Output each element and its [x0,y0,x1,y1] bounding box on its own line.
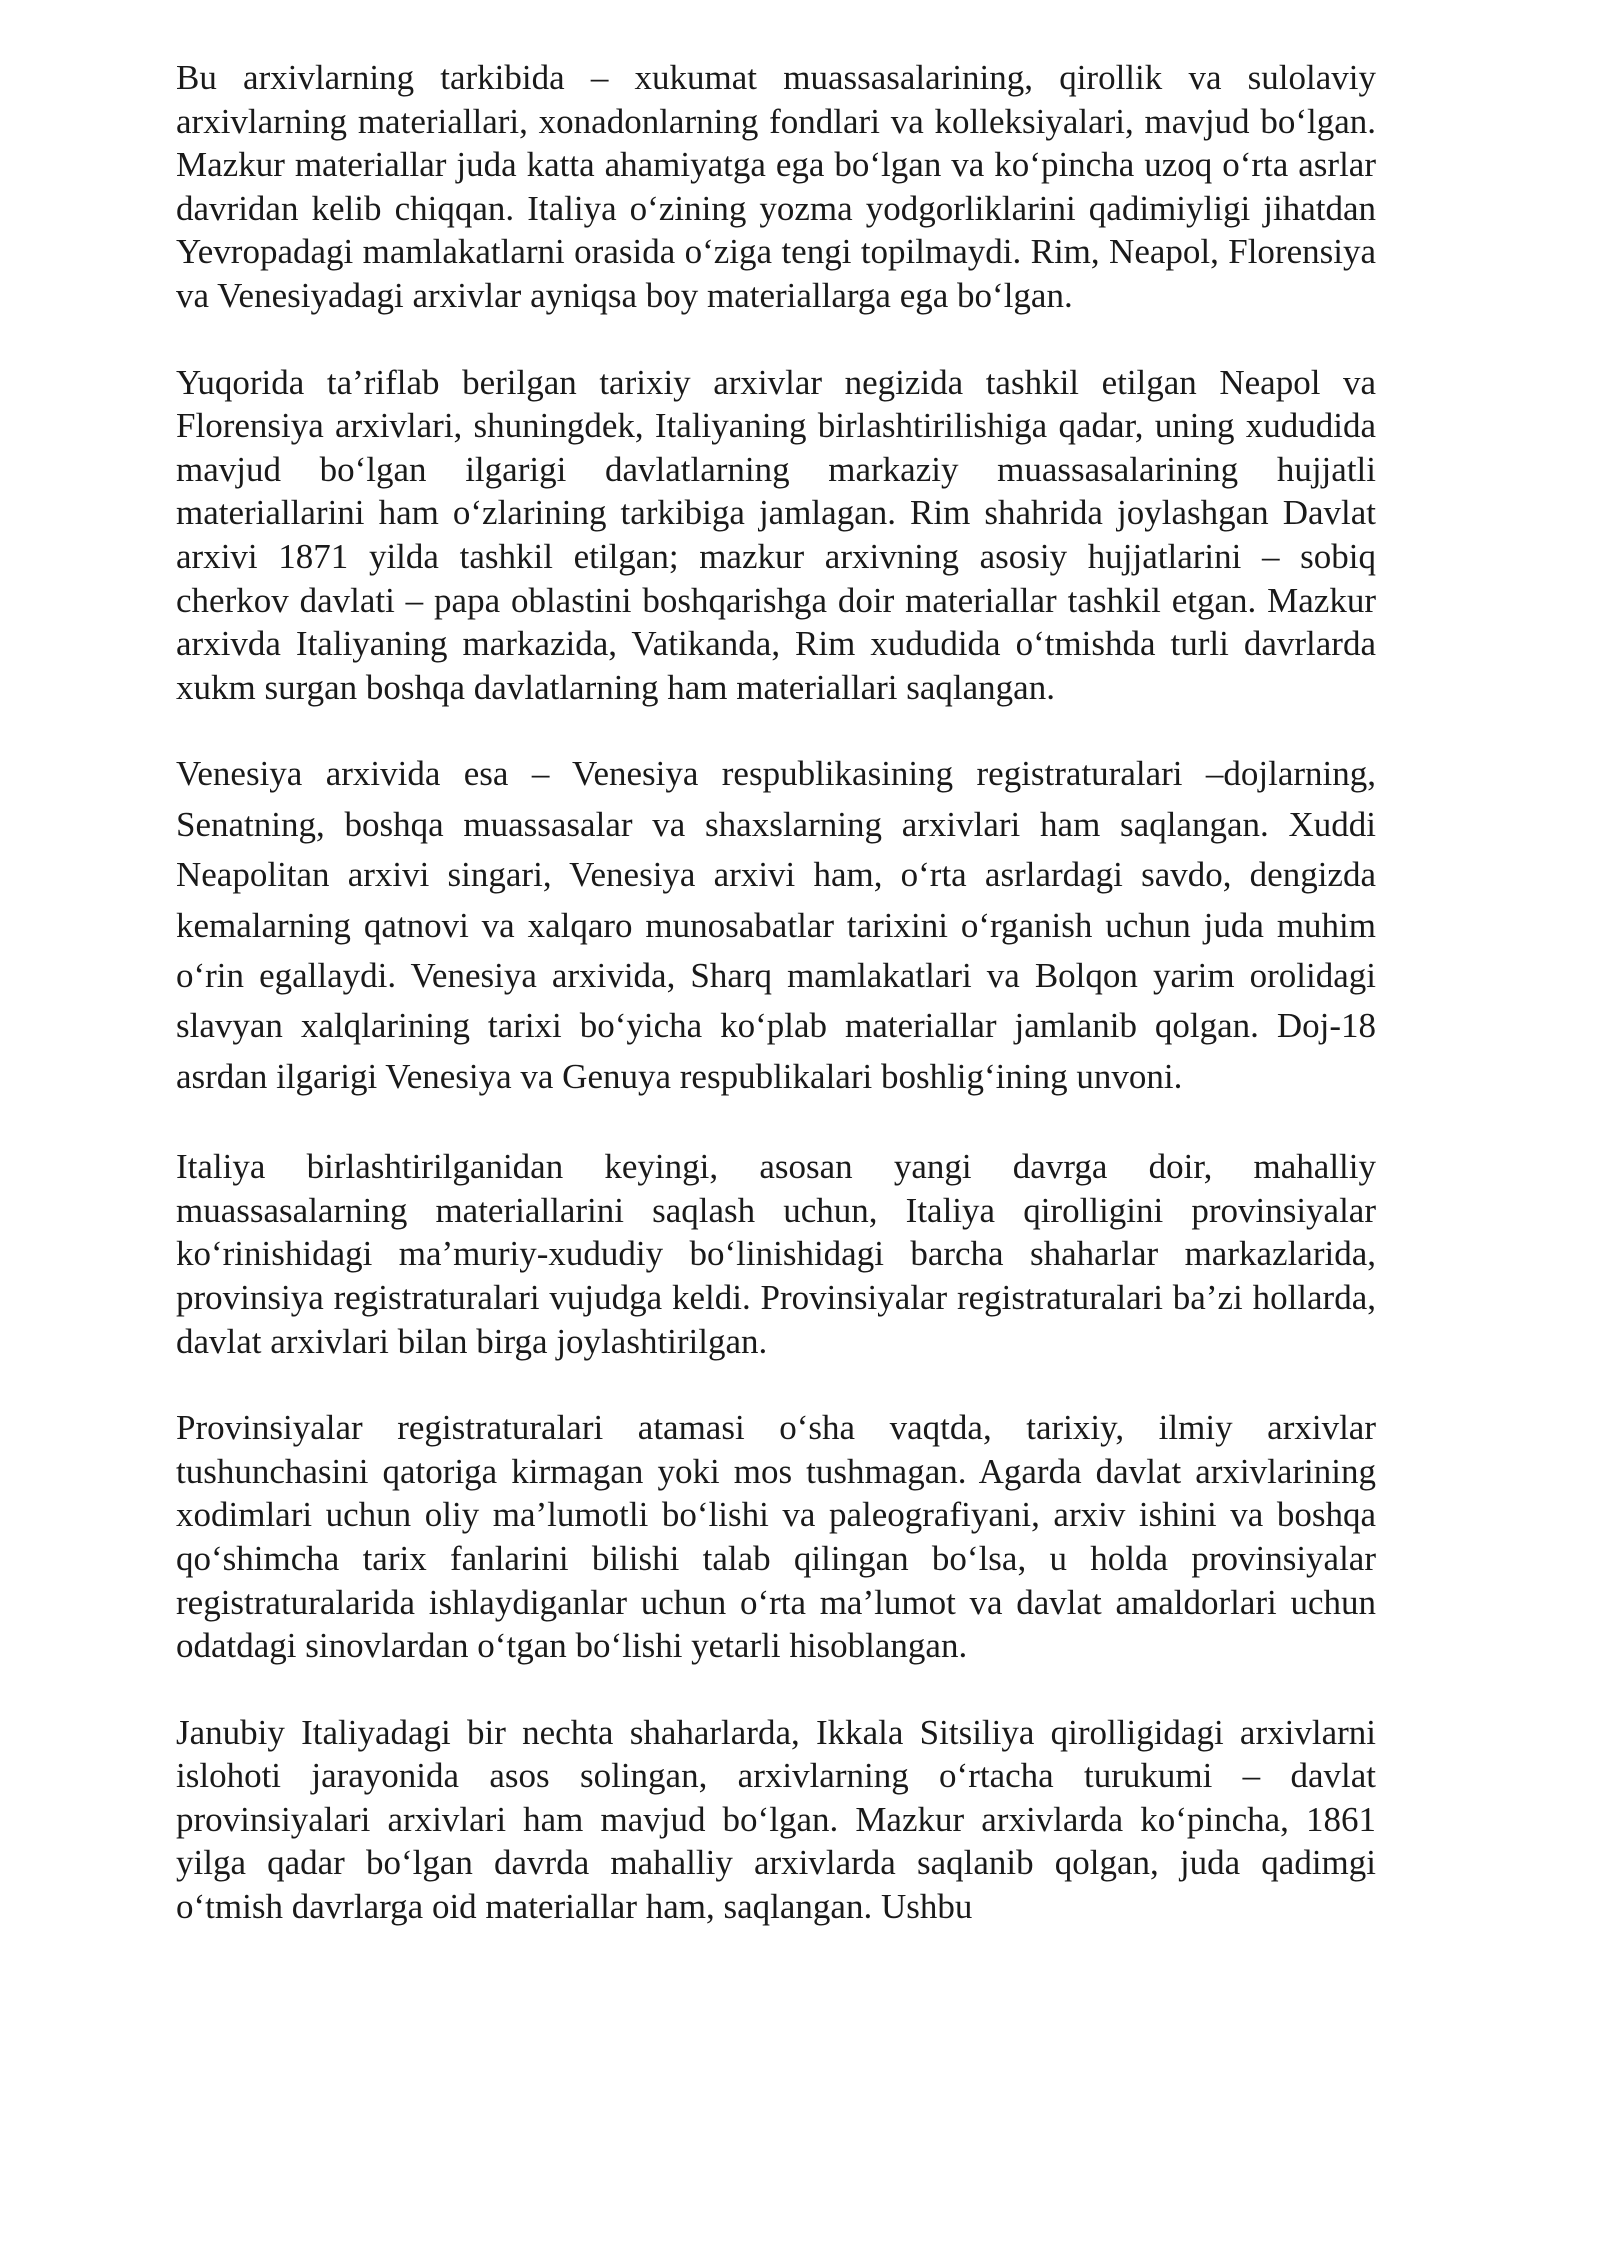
paragraph-3: Venesiya arxivida esa – Venesiya respublikasining registraturalari –dojlarning, Senatning, boshqa muassasalar va shaxslarning arxivlari ham saqlangan. Xuddi Neapolitan arxivi singari, Venesiya arxivi ham, o‘rta asrlardagi savdo, dengizda kemalarning qatnovi va xalqaro munosabatlar tarixini o‘rganish uchun juda muhim o‘rin egallaydi. Venesiya arxivida, Sharq mamlakatlari va Bolqon yarim orolidagi slavyan xalqlarining tarixi bo‘yicha ko‘plab materiallar jamlanib qolgan. Doj-18 asrdan ilgarigi Venesiya va Genuya respublikalari boshlig‘ining unvoni. [176,754,1376,1096]
paragraph-5: Provinsiyalar registraturalari atamasi o‘sha vaqtda, tarixiy, ilmiy arxivlar tushunchasini qatoriga kirmagan yoki mos tushmagan. Agarda davlat arxivlarining xodimlari uchun oliy ma’lumotli bo‘lishi va paleografiyani, arxiv ishini va boshqa qo‘shimcha tarix fanlarini bilishi talab qilingan bo‘lsa, u holda provinsiyalar registraturalarida ishlaydiganlar uchun o‘rta ma’lumot va davlat amaldorlari uchun odatdagi sinovlardan o‘tgan bo‘lishi yetarli hisoblangan. [176,1408,1376,1666]
paragraph-1: Bu arxivlarning tarkibida – xukumat muassasalarining, qirollik va sulolaviy arxivlarning materiallari, xonadonlarning fondlari va kolleksiyalari, mavjud bo‘lgan. Mazkur materiallar juda katta ahamiyatga ega bo‘lgan va ko‘pincha uzoq o‘rta asrlar davridan kelib chiqqan. Italiya o‘zining yozma yodgorliklarini qadimiyligi jihatdan Yevropadagi mamlakatlarni orasida o‘ziga tengi topilmaydi. Rim, Neapol, Florensiya va Venesiyadagi arxivlar ayniqsa boy materiallarga ega bo‘lgan. [176,58,1376,315]
paragraph-6: Janubiy Italiyadagi bir nechta shaharlarda, Ikkala Sitsiliya qirolligidagi arxivlarni islohoti jarayonida asos solingan, arxivlarning o‘rtacha turukumi – davlat provinsiyalari arxivlari ham mavjud bo‘lgan. Mazkur arxivlarda ko‘pincha, 1861 yilga qadar bo‘lgan davrda mahalliy arxivlarda saqlanib qolgan, juda qadimgi o‘tmish davrlarga oid materiallar ham, saqlangan. Ushbu [176,1712,1376,1927]
paragraph-2: Yuqorida ta’riflab berilgan tarixiy arxivlar negizida tashkil etilgan Neapol va Florensiya arxivlari, shuningdek, Italiyaning birlashtirilishiga qadar, uning xududida mavjud bo‘lgan ilgarigi davlatlarning markaziy muassasalarining hujjatli materiallarini ham o‘zlarining tarkibiga jamlagan. Rim shahrida joylashgan Davlat arxivi 1871 yilda tashkil etilgan; mazkur arxivning asosiy hujjatlarini – sobiq cherkov davlati – papa oblastini boshqarishga doir materiallar tashkil etgan. Mazkur arxivda Italiyaning markazida, Vatikanda, Rim xududida o‘tmishda turli davrlarda xukm surgan boshqa davlatlarning ham materiallari saqlangan. [176,362,1376,707]
document-page [176,56,1376,1929]
paragraph-4: Italiya birlashtirilganidan keyingi, asosan yangi davrga doir, mahalliy muassasalarning materiallarini saqlash uchun, Italiya qirolligini provinsiyalar ko‘rinishidagi ma’muriy-xududiy bo‘linishidagi barcha shaharlar markazlarida, provinsiya registraturalari vujudga keldi. Provinsiyalar registraturalari ba’zi hollarda, davlat arxivlari bilan birga joylashtirilgan. [176,1147,1376,1361]
